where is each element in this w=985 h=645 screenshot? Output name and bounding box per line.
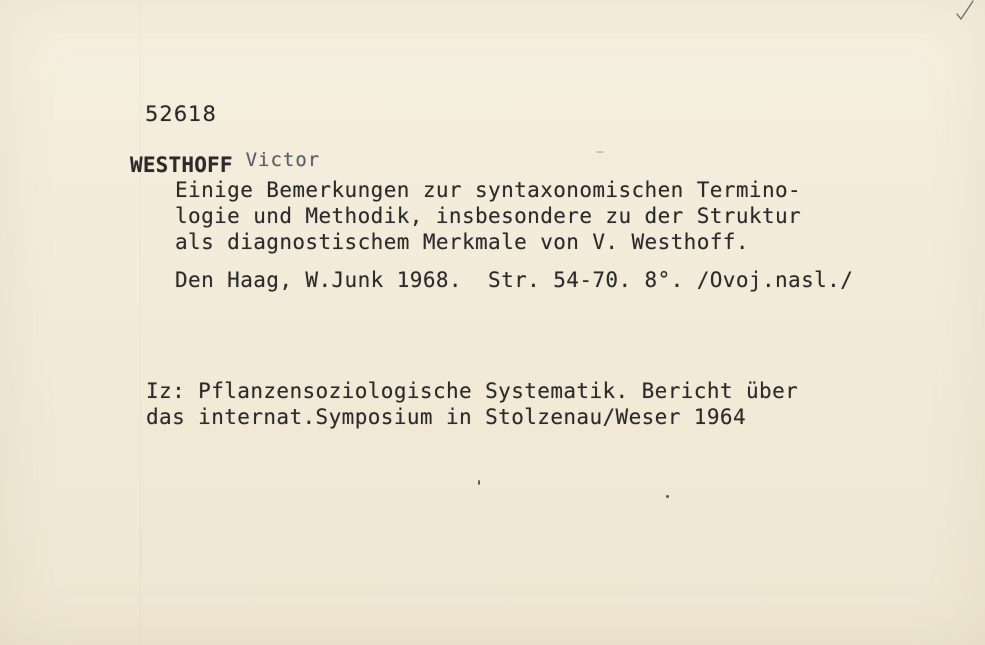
paper-speck <box>478 480 480 485</box>
title-line-1: Einige Bemerkungen zur syntaxonomischen Termino- <box>175 178 802 202</box>
source-line-1: Iz: Pflanzensoziologische Systematik. Bericht über <box>146 379 799 403</box>
title-line-2: logie und Methodik, insbesondere zu der Struktur <box>175 204 802 228</box>
accession-number: 52618 <box>145 102 217 126</box>
publication-info: Den Haag, W.Junk 1968. Str. 54-70. 8°. /Ovoj.nasl./ <box>175 268 854 292</box>
paper-speck <box>596 151 604 153</box>
paper-speck <box>666 495 669 498</box>
author-surname: WESTHOFF <box>130 153 233 177</box>
author-line <box>130 149 321 177</box>
pencil-check-mark-icon <box>955 0 975 22</box>
title-line-3: als diagnostischem Merkmale von V. Westhoff. <box>175 230 749 254</box>
author-given-name-handwritten: Victor <box>245 149 321 171</box>
source-line-2: das internat.Symposium in Stolzenau/Weser 1964 <box>146 405 746 429</box>
